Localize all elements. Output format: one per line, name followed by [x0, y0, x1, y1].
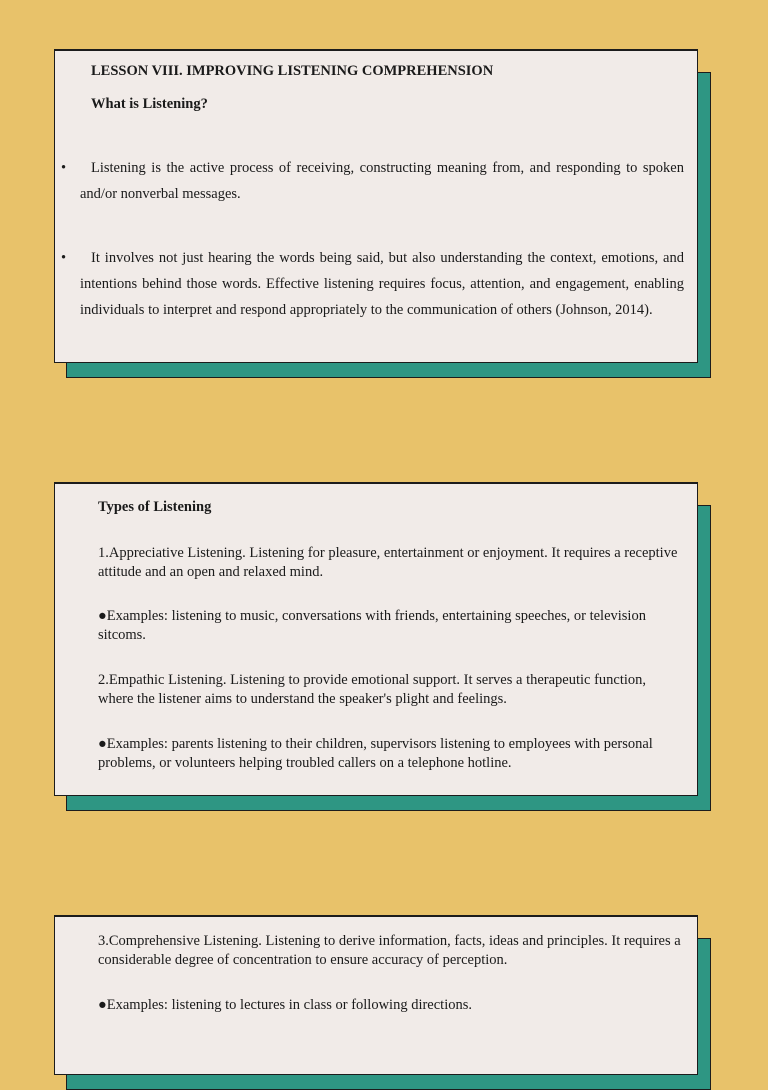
- paragraph-comprehensive-examples: ●Examples: listening to lectures in class or following directions.: [98, 997, 473, 1013]
- bullet-icon: •: [61, 250, 67, 266]
- slide-comprehensive-listening: [54, 915, 698, 1075]
- bullet-point: [55, 245, 684, 323]
- section-heading: Types of Listening: [98, 499, 212, 515]
- lesson-title: LESSON VIII. IMPROVING LISTENING COMPREHENSION: [91, 63, 494, 79]
- bullet-text: Listening is the active process of receiving, constructing meaning from, and responding to spoken and/or nonverbal messages.: [80, 160, 684, 202]
- slide-card: [54, 49, 698, 363]
- paragraph-empathic-examples: ●Examples: parents listening to their children, supervisors listening to employees with personal problems, or volunteers helping troubled callers on a telephone hotline.: [98, 736, 653, 771]
- slide-card: [54, 482, 698, 796]
- slide-types-of-listening: [54, 482, 698, 796]
- bullet-text: It involves not just hearing the words being said, but also understanding the context, emotions, and intentions behind those words. Effective listening requires focus, attention, and engagement, enabling individuals to interpret and respond appropriately to the communication of others (Johnson, 2014).: [80, 250, 684, 318]
- paragraph-comprehensive: 3.Comprehensive Listening. Listening to derive information, facts, ideas and principles. It requires a considerable degree of concentration to ensure accuracy of perception.: [98, 933, 681, 968]
- paragraph-appreciative: 1.Appreciative Listening. Listening for pleasure, entertainment or enjoyment. It requires a receptive attitude and an open and relaxed mind.: [98, 545, 678, 580]
- bullet-icon: •: [61, 160, 67, 176]
- bullet-point: [55, 155, 684, 207]
- paragraph-empathic: 2.Empathic Listening. Listening to provide emotional support. It serves a therapeutic function, where the listener aims to understand the speaker's plight and feelings.: [98, 672, 647, 707]
- paragraph-appreciative-examples: ●Examples: listening to music, conversations with friends, entertaining speeches, or television sitcoms.: [98, 608, 646, 643]
- slide-card: [54, 915, 698, 1075]
- slide-what-is-listening: [54, 49, 698, 363]
- slide-subtitle: What is Listening?: [91, 96, 208, 112]
